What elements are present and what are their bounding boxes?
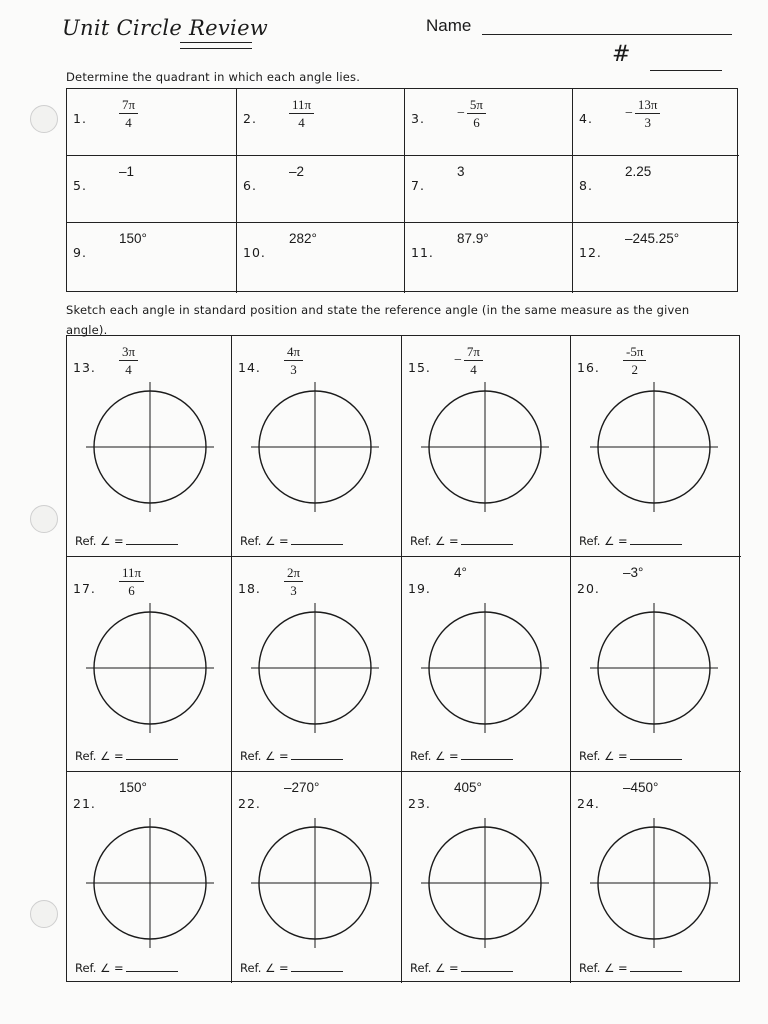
reference-angle-blank[interactable] — [291, 971, 343, 972]
worksheet-title: Unit Circle Review — [62, 16, 269, 40]
problem-number: 16. — [577, 360, 600, 375]
sketch-cell — [232, 336, 402, 557]
problem-number: 20. — [577, 581, 600, 596]
denominator: 4 — [125, 362, 132, 377]
numerator: 3π — [119, 344, 138, 361]
reference-angle-label: Ref. ∠ = — [410, 749, 459, 763]
reference-angle-blank[interactable] — [461, 759, 513, 760]
fraction — [119, 344, 138, 377]
reference-angle — [410, 534, 513, 548]
name-label: Name — [426, 16, 472, 35]
reference-angle-blank[interactable] — [126, 544, 178, 545]
denominator: 6 — [128, 583, 135, 598]
problem-number: 5. — [73, 178, 87, 193]
number-label: # — [612, 42, 631, 67]
reference-angle-label: Ref. ∠ = — [240, 961, 289, 975]
denominator: 4 — [125, 115, 132, 130]
angle-value — [119, 565, 144, 598]
angle-value — [284, 565, 303, 598]
reference-angle — [579, 749, 682, 763]
quadrant-table — [66, 88, 738, 292]
reference-angle-blank[interactable] — [630, 544, 682, 545]
angle-value: 2.25 — [625, 164, 652, 179]
sketch-cell — [67, 336, 232, 557]
problem-number: 14. — [238, 360, 261, 375]
problem-number: 23. — [408, 796, 431, 811]
quadrant-cell — [237, 223, 405, 293]
angle-value: 3 — [457, 164, 465, 179]
angle-value: 4° — [454, 565, 467, 580]
numerator: 7π — [464, 344, 483, 361]
denominator: 2 — [631, 362, 638, 377]
reference-angle — [75, 749, 178, 763]
quadrant-cell — [67, 156, 237, 223]
denominator: 4 — [298, 115, 305, 130]
problem-number: 2. — [243, 111, 257, 126]
angle-value — [625, 97, 660, 130]
fraction — [464, 344, 483, 377]
unit-circle-sketch[interactable] — [589, 603, 719, 733]
minus-sign: − — [457, 105, 465, 121]
numerator: 13π — [635, 97, 661, 114]
unit-circle-sketch[interactable] — [85, 603, 215, 733]
angle-value — [454, 344, 483, 377]
reference-angle-label: Ref. ∠ = — [75, 534, 124, 548]
angle-value: –270° — [284, 780, 320, 795]
answer-area[interactable] — [405, 196, 572, 222]
problem-number: 17. — [73, 581, 96, 596]
sketch-cell — [67, 772, 232, 983]
angle-value: 87.9° — [457, 231, 489, 246]
answer-area[interactable] — [405, 129, 572, 155]
fraction — [119, 97, 138, 130]
angle-value — [457, 97, 486, 130]
sketch-cell — [67, 557, 232, 772]
denominator: 3 — [290, 362, 297, 377]
answer-area[interactable] — [67, 196, 236, 222]
answer-area[interactable] — [573, 263, 739, 293]
angle-value: –1 — [119, 164, 135, 179]
problem-number: 1. — [73, 111, 87, 126]
quadrant-cell — [405, 156, 573, 223]
reference-angle-blank[interactable] — [630, 759, 682, 760]
fraction — [289, 97, 314, 130]
reference-angle — [75, 534, 178, 548]
title-underline — [180, 42, 252, 49]
reference-angle — [75, 961, 178, 975]
reference-angle-blank[interactable] — [291, 759, 343, 760]
sketch-cell — [402, 336, 571, 557]
quadrant-cell — [237, 156, 405, 223]
numerator: 11π — [289, 97, 314, 114]
quadrant-cell — [405, 89, 573, 156]
angle-value: 405° — [454, 780, 482, 795]
name-field[interactable] — [482, 34, 732, 35]
answer-area[interactable] — [237, 196, 404, 222]
reference-angle-label: Ref. ∠ = — [579, 961, 628, 975]
problem-number: 18. — [238, 581, 261, 596]
reference-angle-blank[interactable] — [291, 544, 343, 545]
angle-value — [119, 344, 138, 377]
numerator: 5π — [467, 97, 486, 114]
sketch-cell — [232, 772, 402, 983]
denominator: 3 — [290, 583, 297, 598]
angle-value: –3° — [623, 565, 644, 580]
problem-number: 11. — [411, 245, 434, 260]
problem-number: 24. — [577, 796, 600, 811]
reference-angle-blank[interactable] — [461, 971, 513, 972]
fraction — [635, 97, 661, 130]
minus-sign: − — [625, 105, 633, 121]
reference-angle — [240, 961, 343, 975]
quadrant-cell — [573, 223, 739, 293]
quadrant-cell — [67, 89, 237, 156]
angle-value: 282° — [289, 231, 317, 246]
denominator: 3 — [644, 115, 651, 130]
reference-angle-label: Ref. ∠ = — [75, 749, 124, 763]
binder-hole — [30, 105, 58, 133]
quadrant-cell — [573, 89, 739, 156]
fraction — [119, 565, 144, 598]
reference-angle-label: Ref. ∠ = — [579, 534, 628, 548]
unit-circle-sketch[interactable] — [420, 818, 550, 948]
numerator: 11π — [119, 565, 144, 582]
fraction — [467, 97, 486, 130]
problem-number: 8. — [579, 178, 593, 193]
angle-value — [289, 97, 314, 130]
answer-area[interactable] — [573, 196, 739, 222]
problem-number: 21. — [73, 796, 96, 811]
fraction — [284, 344, 303, 377]
section2-instructions: Sketch each angle in standard position and state the reference angle (in the same measure as the given angle). — [66, 303, 690, 337]
reference-angle-blank[interactable] — [126, 971, 178, 972]
problem-number: 15. — [408, 360, 431, 375]
reference-angle-label: Ref. ∠ = — [240, 534, 289, 548]
sketch-cell — [571, 772, 741, 983]
unit-circle-sketch[interactable] — [420, 603, 550, 733]
section1-instructions: Determine the quadrant in which each angle lies. — [66, 70, 361, 84]
numerator: 7π — [119, 97, 138, 114]
fraction — [284, 565, 303, 598]
angle-value: 150° — [119, 231, 147, 246]
problem-number: 10. — [243, 245, 266, 260]
fraction — [623, 344, 646, 377]
sketch-cell — [402, 557, 571, 772]
sketch-cell — [232, 557, 402, 772]
unit-circle-sketch[interactable] — [85, 382, 215, 512]
angle-value: 150° — [119, 780, 147, 795]
problem-number: 3. — [411, 111, 425, 126]
sketch-cell — [571, 557, 741, 772]
unit-circle-sketch[interactable] — [250, 818, 380, 948]
denominator: 4 — [470, 362, 477, 377]
reference-angle — [579, 534, 682, 548]
reference-angle — [410, 749, 513, 763]
reference-angle-label: Ref. ∠ = — [579, 749, 628, 763]
denominator: 6 — [473, 115, 480, 130]
angle-value — [119, 97, 138, 130]
unit-circle-sketch[interactable] — [250, 603, 380, 733]
angle-value: –245.25° — [625, 231, 680, 246]
quadrant-cell — [405, 223, 573, 293]
answer-area[interactable] — [67, 129, 236, 155]
reference-angle — [579, 961, 682, 975]
problem-number: 22. — [238, 796, 261, 811]
sketch-table — [66, 335, 740, 982]
unit-circle-sketch[interactable] — [85, 818, 215, 948]
binder-hole — [30, 900, 58, 928]
reference-angle — [240, 749, 343, 763]
quadrant-cell — [67, 223, 237, 293]
binder-hole — [30, 505, 58, 533]
reference-angle-label: Ref. ∠ = — [410, 961, 459, 975]
reference-angle — [410, 961, 513, 975]
quadrant-cell — [573, 156, 739, 223]
unit-circle-sketch[interactable] — [589, 382, 719, 512]
problem-number: 9. — [73, 245, 87, 260]
unit-circle-sketch[interactable] — [589, 818, 719, 948]
answer-area[interactable] — [573, 129, 739, 155]
problem-number: 12. — [579, 245, 602, 260]
problem-number: 4. — [579, 111, 593, 126]
angle-value: –2 — [289, 164, 305, 179]
angle-value — [284, 344, 303, 377]
sketch-cell — [571, 336, 741, 557]
answer-area[interactable] — [237, 263, 404, 293]
reference-angle — [240, 534, 343, 548]
angle-value — [623, 344, 646, 377]
sketch-cell — [402, 772, 571, 983]
reference-angle-blank[interactable] — [461, 544, 513, 545]
reference-angle-blank[interactable] — [630, 971, 682, 972]
answer-area[interactable] — [405, 263, 572, 293]
problem-number: 19. — [408, 581, 431, 596]
quadrant-cell — [237, 89, 405, 156]
numerator: -5π — [623, 344, 646, 361]
reference-angle-label: Ref. ∠ = — [240, 749, 289, 763]
problem-number: 6. — [243, 178, 257, 193]
numerator: 2π — [284, 565, 303, 582]
number-field[interactable] — [650, 70, 722, 71]
problem-number: 13. — [73, 360, 96, 375]
answer-area[interactable] — [237, 129, 404, 155]
unit-circle-sketch[interactable] — [420, 382, 550, 512]
reference-angle-label: Ref. ∠ = — [75, 961, 124, 975]
problem-number: 7. — [411, 178, 425, 193]
reference-angle-label: Ref. ∠ = — [410, 534, 459, 548]
answer-area[interactable] — [67, 263, 236, 293]
unit-circle-sketch[interactable] — [250, 382, 380, 512]
reference-angle-blank[interactable] — [126, 759, 178, 760]
numerator: 4π — [284, 344, 303, 361]
minus-sign: − — [454, 352, 462, 368]
angle-value: –450° — [623, 780, 659, 795]
